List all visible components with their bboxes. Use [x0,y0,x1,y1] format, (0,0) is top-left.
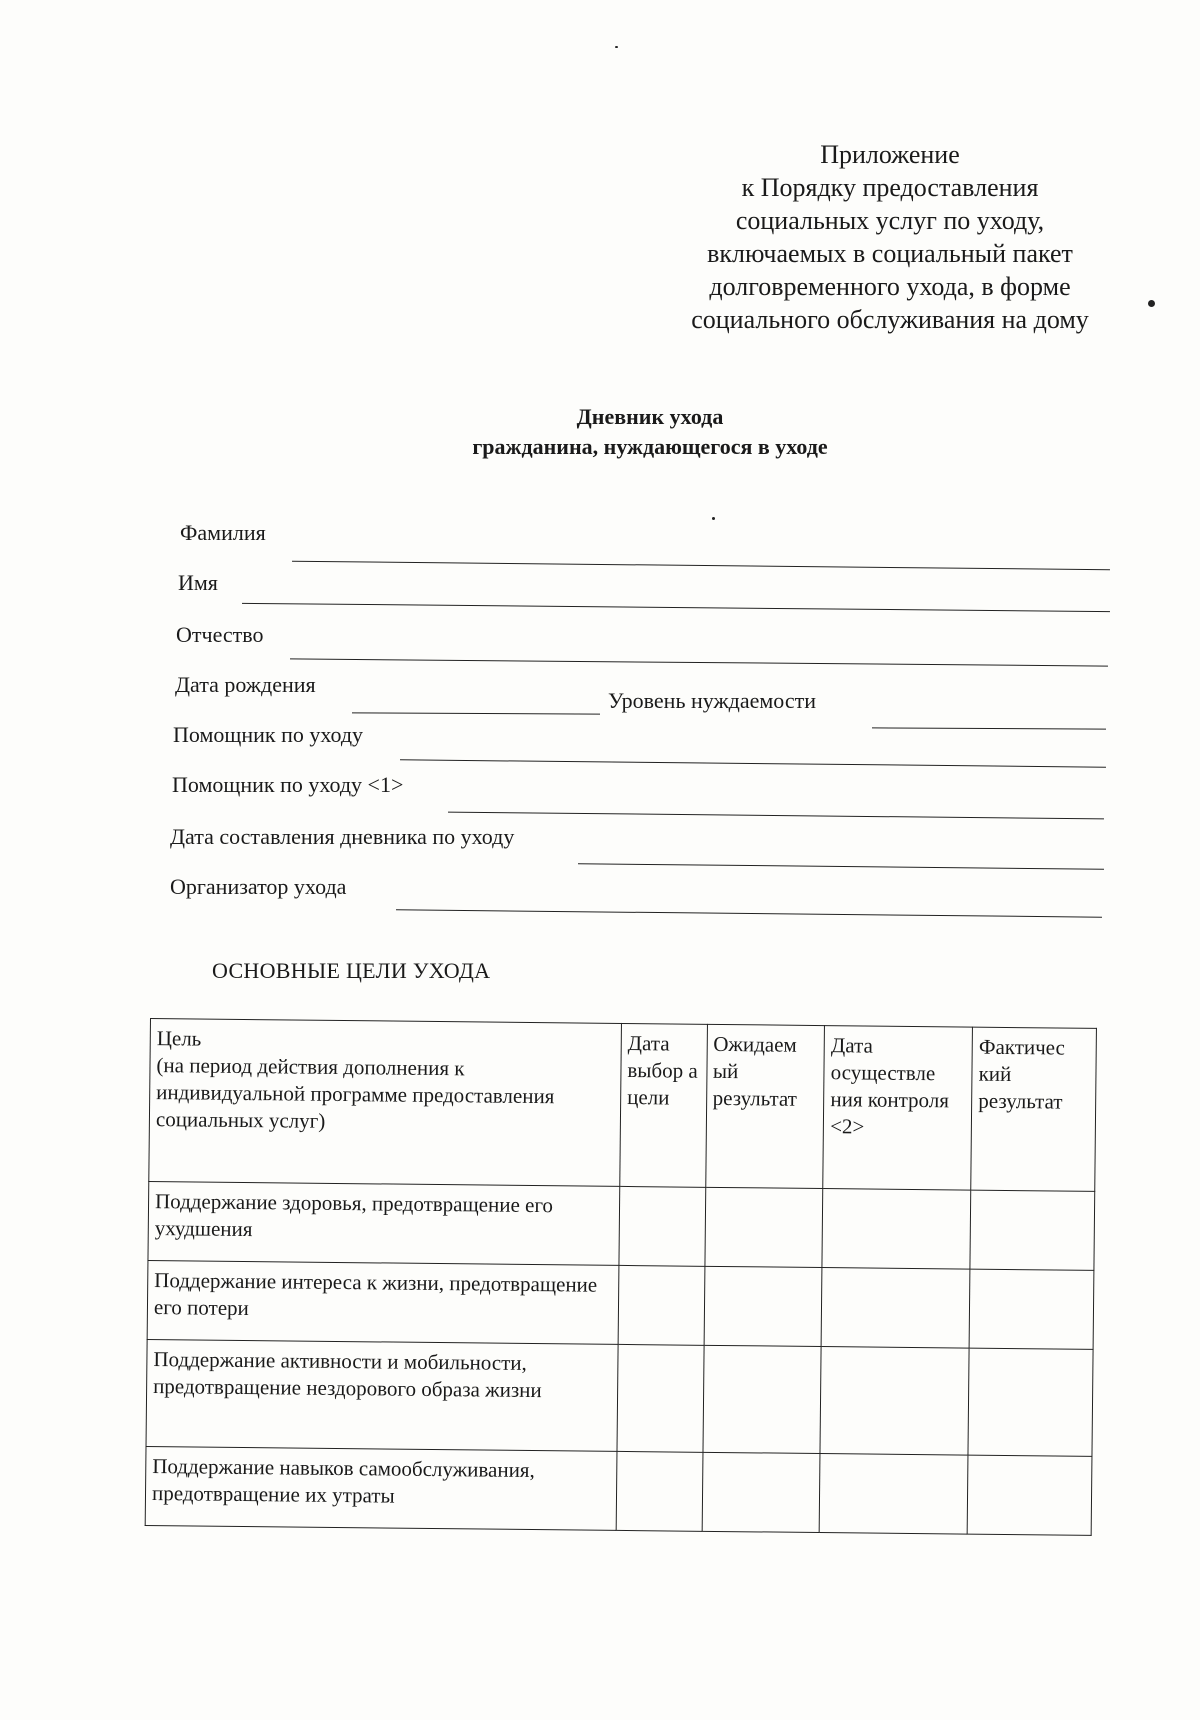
annex-line: включаемых в социальный пакет [707,239,1073,268]
birth-date-line[interactable] [352,712,600,714]
actual-result-cell[interactable] [970,1190,1095,1270]
scan-speck [712,517,715,520]
goal-cell: Поддержание здоровья, предотвращение его ухудшения [148,1181,620,1265]
goal-date-cell[interactable] [616,1451,702,1531]
column-header-text: Ожидаем ый результат [712,1031,797,1111]
goal-cell: Поддержание навыков самообслуживания, предотвращение их утраты [145,1446,617,1530]
control-date-cell[interactable] [820,1347,969,1456]
surname-label: Фамилия [180,520,266,545]
scan-speck [615,46,618,48]
diary-date-label: Дата составления дневника по уходу [170,824,515,849]
table-row [147,1260,1094,1349]
care-assistant-label: Помощник по уходу [173,722,364,747]
column-header-text: Дата осуществле ния контроля <2> [830,1033,950,1139]
scan-speck [1148,300,1155,307]
patronymic-label: Отчество [176,622,264,647]
title-line-2: гражданина, нуждающегося в уходе [472,434,828,459]
column-header-actual-result [971,1027,1097,1191]
column-header-control-date [823,1026,973,1191]
goals-heading: ОСНОВНЫЕ ЦЕЛИ УХОДА [212,958,491,983]
goal-cell: Поддержание интереса к жизни, предотвращение его потери [147,1260,619,1344]
control-date-cell[interactable] [822,1189,971,1270]
expected-result-cell[interactable] [702,1452,821,1532]
annex-header [640,138,1140,336]
care-assistant-2-label: Помощник по уходу <1> [172,772,404,797]
care-organizer-label: Организатор ухода [170,874,347,899]
column-header-text: Дата выбор а цели [627,1031,698,1110]
goal-cell: Поддержание активности и мобильности, предотвращение нездорового образа жизни [146,1339,618,1451]
control-date-cell[interactable] [821,1268,970,1349]
expected-result-cell[interactable] [702,1345,821,1453]
goal-date-cell[interactable] [617,1344,704,1452]
annex-line: социальных услуг по уходу, [735,206,1045,235]
column-header-text: Цель (на период действия дополнения к индивидуальной программе предоставления социальных услуг) [155,1026,555,1133]
actual-result-cell[interactable] [967,1455,1092,1535]
care-assistant-2-line[interactable] [448,812,1104,820]
birth-date-label: Дата рождения [175,672,316,697]
table-row [145,1446,1092,1535]
diary-date-line[interactable] [578,863,1104,870]
name-label: Имя [178,570,218,595]
annex-line: Приложение [820,140,960,169]
name-line[interactable] [242,603,1110,612]
actual-result-cell[interactable] [969,1269,1094,1349]
surname-line[interactable] [292,561,1110,571]
care-organizer-line[interactable] [396,909,1102,917]
document-title [300,402,1000,462]
patronymic-line[interactable] [290,658,1108,666]
column-header-expected-result [705,1024,824,1188]
column-header-goal-date [620,1023,707,1187]
need-level-line[interactable] [872,727,1106,729]
goal-date-cell[interactable] [619,1186,705,1266]
annex-line: долговременного ухода, в форме [709,272,1071,301]
table-row [146,1339,1093,1456]
column-header-goal [149,1019,622,1187]
expected-result-cell[interactable] [704,1187,823,1267]
table-header-row [149,1019,1097,1192]
table-row [148,1181,1095,1270]
expected-result-cell[interactable] [704,1266,823,1346]
title-line-1: Дневник ухода [576,404,724,429]
annex-line: к Порядку предоставления [741,173,1039,202]
goal-date-cell[interactable] [618,1265,704,1345]
need-level-label: Уровень нуждаемости [608,688,817,713]
actual-result-cell[interactable] [968,1348,1093,1456]
goals-table [145,1018,1097,1536]
care-assistant-line[interactable] [400,759,1106,767]
column-header-text: Фактичес кий результат [978,1034,1066,1114]
annex-line: социального обслуживания на дому [691,305,1089,334]
control-date-cell[interactable] [819,1454,968,1535]
